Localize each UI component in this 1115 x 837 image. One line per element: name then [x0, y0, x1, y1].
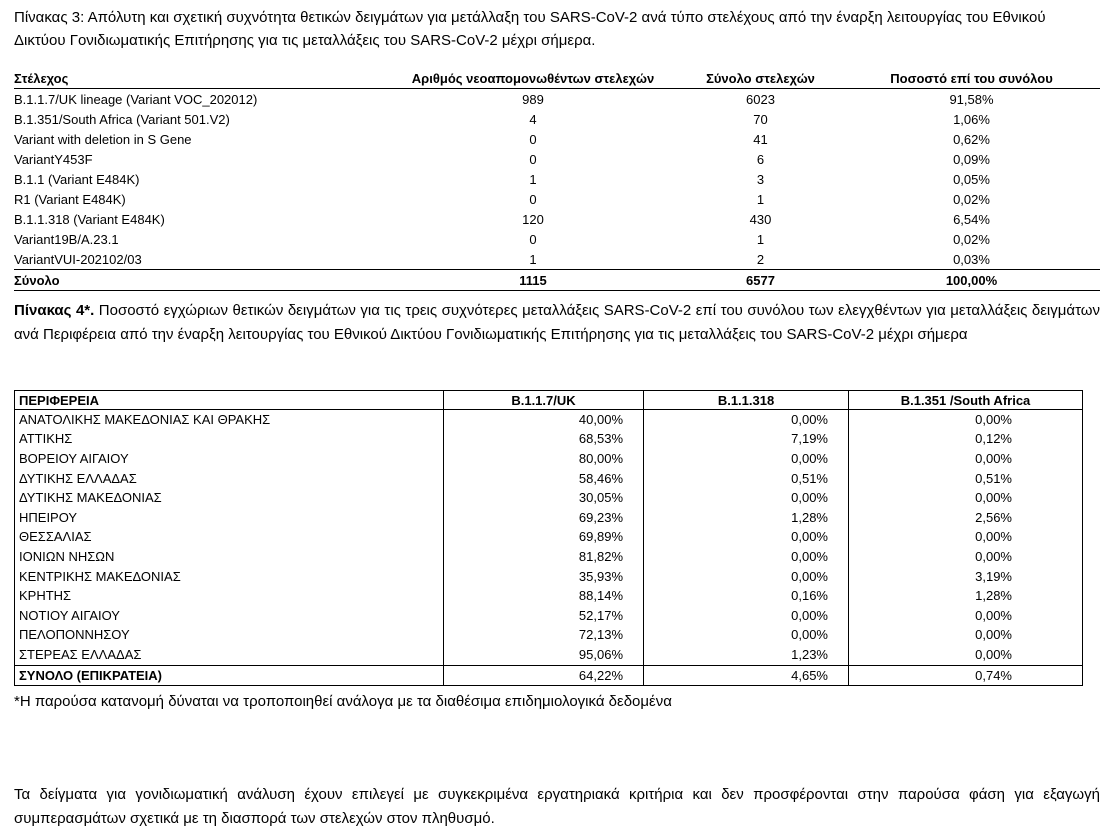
table3-caption: Πίνακας 3: Απόλυτη και σχετική συχνότητα θετικών δειγμάτων για μετάλλαξη του SARS-CoV-2 ανά τύπο στελέχους από την έναρξη λειτουργίας του Εθνικού Δικτύου Γονιδιωματικής Επιτήρησης για τις μεταλλάξεις του SARS-CoV-2 μέχρι σήμερα. [14, 9, 1046, 49]
table-cell: 0 [529, 151, 537, 167]
table-cell: 0,51% [644, 469, 849, 489]
table-cell: 0,74% [849, 665, 1083, 686]
table-row [15, 449, 1083, 469]
table-cell: 0,00% [644, 567, 849, 587]
table-cell: 0,00% [849, 626, 1083, 646]
table-cell: 68,53% [444, 430, 644, 450]
variant-frequency-table [14, 68, 1100, 291]
table-cell: 0,00% [644, 488, 849, 508]
table-cell: 0,00% [644, 606, 849, 626]
table-cell: 1 [529, 171, 537, 187]
table-cell: 0 [529, 131, 537, 147]
column-header: Αριθμός νεοαπομονωθέντων στελεχών [388, 68, 678, 89]
table-cell: 0,51% [849, 469, 1083, 489]
footnote: *Η παρούσα κατανομή δύναται να τροποποιηθεί ανάλογα με τα διαθέσιμα επιδημιολογικά δεδομένα [14, 693, 672, 710]
table-cell: ΗΠΕΙΡΟΥ [15, 508, 444, 528]
table-header-row [15, 391, 1083, 410]
table-row [15, 508, 1083, 528]
table-cell: 52,17% [444, 606, 644, 626]
table-row [14, 209, 1100, 229]
table-row [15, 547, 1083, 567]
table-cell: 0,03% [953, 251, 990, 267]
table-cell: 0,00% [644, 547, 849, 567]
table-cell: 0,00% [849, 645, 1083, 665]
table-cell: 430 [749, 211, 772, 227]
table-cell: 0,00% [644, 449, 849, 469]
table-cell: 88,14% [444, 586, 644, 606]
table-cell: 70 [753, 111, 768, 127]
region-variant-table [14, 390, 1083, 686]
table-row [15, 626, 1083, 646]
table-cell: 1,28% [849, 586, 1083, 606]
table-cell: 0,02% [953, 191, 990, 207]
table-row [14, 149, 1100, 169]
table-cell: 100,00% [843, 270, 1100, 291]
table-cell: ΣΥΝΟΛΟ (ΕΠΙΚΡΑΤΕΙΑ) [15, 665, 444, 686]
table-total-row [15, 665, 1083, 686]
column-header: Ποσοστό επί του συνόλου [843, 68, 1100, 89]
table-row [14, 169, 1100, 189]
table-row [14, 249, 1100, 270]
table-cell: 0,00% [644, 626, 849, 646]
table-cell: ΙΟΝΙΩΝ ΝΗΣΩΝ [15, 547, 444, 567]
table-cell: Variant with deletion in S Gene [14, 131, 192, 147]
table-cell: 6 [756, 151, 765, 167]
table-cell: ΔΥΤΙΚΗΣ ΜΑΚΕΔΟΝΙΑΣ [15, 488, 444, 508]
table-row [14, 109, 1100, 129]
table-cell: 30,05% [444, 488, 644, 508]
table-cell: ΝΟΤΙΟΥ ΑΙΓΑΙΟΥ [15, 606, 444, 626]
table-cell: ΠΕΛΟΠΟΝΝΗΣΟΥ [15, 626, 444, 646]
table-cell: 6023 [746, 91, 775, 107]
table-row [15, 645, 1083, 665]
table-cell: 0,12% [849, 430, 1083, 450]
table-cell: ΣΤΕΡΕΑΣ ΕΛΛΑΔΑΣ [15, 645, 444, 665]
table-cell: 72,13% [444, 626, 644, 646]
table4-caption-text: Ποσοστό εγχώριων θετικών δειγμάτων για τις τρεις συχνότερες μεταλλάξεις SARS-CoV-2 επί του συνόλου των ελεγχθέντων για μεταλλάξεις δειγμάτων ανά Περιφέρεια από την έναρξη λειτουργίας του Εθνικού Δικτύου Γονιδιωματικής Επιτήρησης για τις μεταλλάξεις του SARS-CoV-2 μέχρι σήμερα [14, 302, 1101, 343]
table-cell: ΑΝΑΤΟΛΙΚΗΣ ΜΑΚΕΔΟΝΙΑΣ ΚΑΙ ΘΡΑΚΗΣ [15, 410, 444, 430]
table-cell: ΑΤΤΙΚΗΣ [15, 430, 444, 450]
table-cell: Σύνολο [14, 270, 388, 291]
table-cell: 58,46% [444, 469, 644, 489]
table-cell: 0,00% [849, 606, 1083, 626]
table-cell: 80,00% [444, 449, 644, 469]
table-cell: 0,09% [953, 151, 990, 167]
table-cell: 1,06% [953, 111, 990, 127]
table-cell: 91,58% [949, 91, 994, 107]
table-header-row [14, 68, 1100, 89]
table-cell: B.1.351/South Africa (Variant 501.V2) [14, 111, 230, 127]
table-row [15, 606, 1083, 626]
table-row [14, 189, 1100, 209]
disclaimer-paragraph: Τα δείγματα για γονιδιωματική ανάλυση έχουν επιλεγεί με συγκεκριμένα εργατηριακά κριτήρια και δεν προσφέρονται στην παρούσα φάση για εξαγωγή συμπερασμάτων σχετικά με τη διασπορά των στελεχών στον πληθυσμό. [14, 786, 1100, 827]
column-header: Σύνολο στελεχών [678, 68, 843, 89]
table-cell: 0,00% [849, 488, 1083, 508]
table-row [14, 229, 1100, 249]
table-cell: R1 (Variant E484K) [14, 191, 126, 207]
table-cell: ΚΡΗΤΗΣ [15, 586, 444, 606]
table-cell: 40,00% [444, 410, 644, 430]
table-row [14, 129, 1100, 149]
table-cell: 1 [756, 191, 765, 207]
table-cell: 0,00% [849, 410, 1083, 430]
table-cell: 3 [756, 171, 765, 187]
table-cell: 64,22% [444, 665, 644, 686]
table-cell: 1 [529, 251, 537, 267]
table-cell: ΘΕΣΣΑΛΙΑΣ [15, 528, 444, 548]
table-row [15, 430, 1083, 450]
table-cell: 0 [529, 191, 537, 207]
table-cell: VariantVUI-202102/03 [14, 251, 142, 267]
table-cell: B.1.1 (Variant E484K) [14, 171, 140, 187]
table-cell: 2 [756, 251, 765, 267]
column-header: Στέλεχος [14, 68, 388, 89]
table-cell: B.1.1.7/UK lineage (Variant VOC_202012) [14, 91, 258, 107]
table-cell: ΚΕΝΤΡΙΚΗΣ ΜΑΚΕΔΟΝΙΑΣ [15, 567, 444, 587]
table-cell: 0 [529, 231, 537, 247]
table4-caption-label: Πίνακας 4*. [14, 302, 95, 319]
table-cell: VariantY453F [14, 151, 93, 167]
table-cell: 6,54% [953, 211, 990, 227]
column-header: B.1.1.318 [644, 391, 849, 410]
table4-caption [14, 299, 1100, 347]
column-header: B.1.1.7/UK [444, 391, 644, 410]
table-row [14, 89, 1100, 110]
table-cell: ΒΟΡΕΙΟΥ ΑΙΓΑΙΟΥ [15, 449, 444, 469]
table-cell: 0,16% [644, 586, 849, 606]
table-cell: 3,19% [849, 567, 1083, 587]
table-row [15, 567, 1083, 587]
table-row [15, 586, 1083, 606]
table-cell: 81,82% [444, 547, 644, 567]
table-cell: 1,23% [644, 645, 849, 665]
table-cell: 0,00% [849, 449, 1083, 469]
table-cell: 69,23% [444, 508, 644, 528]
table-cell: 0,62% [953, 131, 990, 147]
table-cell: 41 [753, 131, 768, 147]
table-cell: 1115 [388, 270, 678, 291]
table-cell: 120 [522, 211, 544, 227]
table-cell: 6577 [678, 270, 843, 291]
table-cell: 69,89% [444, 528, 644, 548]
column-header: B.1.351 /South Africa [849, 391, 1083, 410]
table-cell: 0,00% [849, 547, 1083, 567]
table-cell: 95,06% [444, 645, 644, 665]
table-cell: Variant19B/A.23.1 [14, 231, 119, 247]
table-cell: 989 [522, 91, 544, 107]
table-cell: 2,56% [849, 508, 1083, 528]
table-cell: 35,93% [444, 567, 644, 587]
table-row [15, 488, 1083, 508]
table-cell: 1,28% [644, 508, 849, 528]
table-cell: ΔΥΤΙΚΗΣ ΕΛΛΑΔΑΣ [15, 469, 444, 489]
table-row [15, 410, 1083, 430]
table-cell: 4,65% [644, 665, 849, 686]
table-cell: 4 [529, 111, 537, 127]
table-cell: 0,00% [644, 528, 849, 548]
table-cell: 0,02% [953, 231, 990, 247]
table-cell: B.1.1.318 (Variant E484K) [14, 211, 165, 227]
table-cell: 1 [756, 231, 765, 247]
table-cell: 0,00% [644, 410, 849, 430]
column-header: ΠΕΡΙΦΕΡΕΙΑ [15, 391, 444, 410]
table-cell: 7,19% [644, 430, 849, 450]
table-cell: 0,00% [849, 528, 1083, 548]
table-row [15, 528, 1083, 548]
table-cell: 0,05% [953, 171, 990, 187]
table-total-row [14, 270, 1100, 291]
table-row [15, 469, 1083, 489]
